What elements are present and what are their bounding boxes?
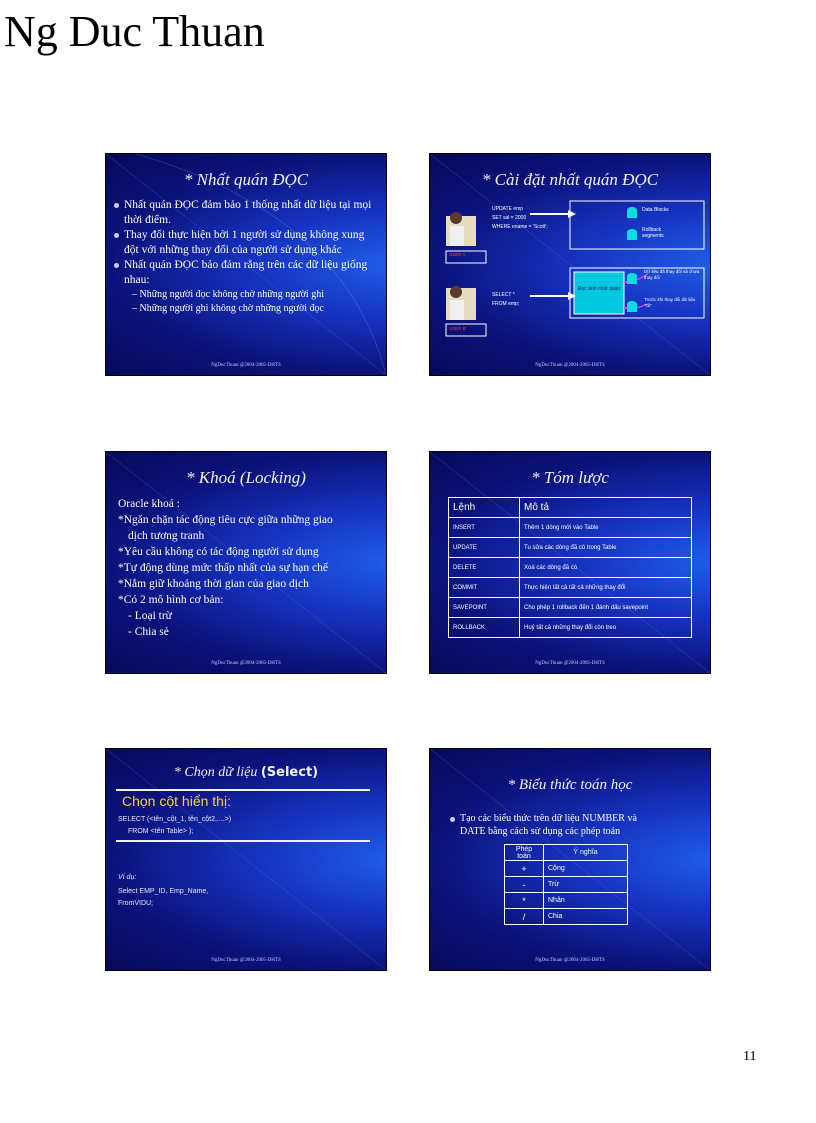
person-icon: [446, 286, 476, 320]
consistency-diagram: [430, 154, 711, 376]
bullet-item: Tạo các biểu thức trên dữ liệu NUMBER và DATE bằng cách sử dụng các phép toán: [450, 812, 702, 838]
before-change-label: Trước khi thay đổi dữ liệu "cũ": [644, 297, 696, 308]
divider: [116, 840, 370, 842]
table-row: / Chia: [505, 909, 628, 925]
user-label: USER A: [449, 252, 466, 257]
slide-decoration: [106, 749, 386, 970]
operator-table: [504, 844, 628, 925]
title-italic: * Chọn dữ liệu: [173, 765, 261, 780]
table-row: SAVEPOINT Cho phép 1 rollback đến 1 đánh dấu savepoint: [449, 598, 692, 618]
page-header: Ng Duc Thuan: [4, 7, 265, 56]
slide-title: * Cài đặt nhất quán ĐỌC: [481, 170, 659, 189]
slide-footer: NgDucThuan @2004-2005-DHTS: [535, 958, 605, 963]
slide-summary: [429, 451, 711, 674]
table-row: - Trừ: [505, 877, 628, 893]
table-row: DELETE Xoá các dòng đã có: [449, 558, 692, 578]
table-row: COMMIT Thực hiện tất cả tất cả những thay đổi: [449, 578, 692, 598]
example-label: Ví dụ:: [118, 874, 137, 881]
table-header-row: Lệnh Mô tả: [449, 498, 692, 518]
select-heading: Chọn cột hiển thị:: [122, 793, 231, 809]
select-sql: SELECT * FROM emp;: [492, 292, 520, 307]
slide-select: [105, 748, 387, 971]
slide-read-consistency-impl: [429, 153, 711, 376]
table-row: * Nhân: [505, 893, 628, 909]
slide-footer: NgDucThuan @2004-2005-DHTS: [535, 363, 605, 368]
consistent-read-label: Đọc ảnh nhất quán: [577, 286, 621, 292]
slide-locking: [105, 451, 387, 674]
select-syntax: SELECT (<tên_cột_1, tên_cột2,....>) FROM <tên Table> );: [118, 816, 232, 835]
bullet-item: Nhất quán ĐỌC đảm bảo 1 thống nhất dữ liệu tại mọi thời điểm.: [114, 198, 378, 228]
slide-footer: NgDucThuan @2004-2005-DHTS: [211, 661, 281, 666]
table-row: + Cộng: [505, 861, 628, 877]
command-table: [448, 497, 692, 638]
slide-arithmetic: [429, 748, 711, 971]
title-bold: (Select): [260, 765, 319, 780]
table-header-row: Phép toán Ý nghĩa: [505, 845, 628, 861]
slide-footer: NgDucThuan @2004-2005-DHTS: [535, 661, 605, 666]
example-sql: Select EMP_ID, Emp_Name, FromVIDU;: [118, 888, 209, 907]
bullet-item: Thay đổi thực hiện bởi 1 người sử dụng không xung đột với những thay đổi của người sử dụng khác: [114, 228, 378, 258]
sub-bullet-item: – Những người đọc không chờ những người ghi: [132, 289, 324, 300]
slide-read-consistency: [105, 153, 387, 376]
slide-title: * Tóm lược: [531, 468, 609, 487]
table-row: ROLLBACK Huỷ tất cả những thay đổi còn treo: [449, 618, 692, 638]
locking-text: Oracle khoá : *Ngăn chặn tác động tiêu cực giữa những giao dịch tương tranh *Yêu cầu không có tác động người sử dụng *Tự động dùng mức thấp nhất của sự hạn chế *Nắm giữ khoảng thời gian của giao dịch *Có 2 mô hình cơ bản: - Loại trừ - Chia sẻ: [118, 498, 333, 638]
slide-title: [106, 765, 386, 781]
divider: [116, 789, 370, 791]
update-sql: UPDATE emp SET sal = 2000 WHERE ename = 'Scott';: [492, 206, 548, 230]
bullet-list: [450, 812, 702, 838]
slide-title: * Khoá (Locking): [186, 468, 306, 487]
person-icon: [446, 212, 476, 246]
sub-bullet-item: – Những người ghi không chờ những người đọc: [132, 303, 324, 314]
changed-data-label: Dữ liệu đã thay đổi và chưa thay đổi: [644, 269, 700, 280]
bullet-item: Nhất quán ĐỌC bảo đảm rằng trên các dữ liệu giống nhau:: [114, 258, 378, 288]
rollback-segments-label: Rollback segments: [642, 227, 664, 239]
slide-footer: NgDucThuan @2004-2005-DHTS: [211, 958, 281, 963]
user-label: USER B: [449, 326, 466, 331]
slide-title: * Nhất quán ĐỌC: [183, 170, 309, 189]
table-row: INSERT Thêm 1 dòng mới vào Table: [449, 518, 692, 538]
table-row: UPDATE Tu sửa các dòng đã có trong Table: [449, 538, 692, 558]
page-number: 11: [743, 1049, 757, 1064]
bullet-list: [114, 198, 378, 316]
data-blocks-label: Data Blocks: [642, 207, 669, 213]
slide-footer: NgDucThuan @2004-2005-DHTS: [211, 363, 281, 368]
slide-title: * Biểu thức toán học: [507, 777, 633, 793]
